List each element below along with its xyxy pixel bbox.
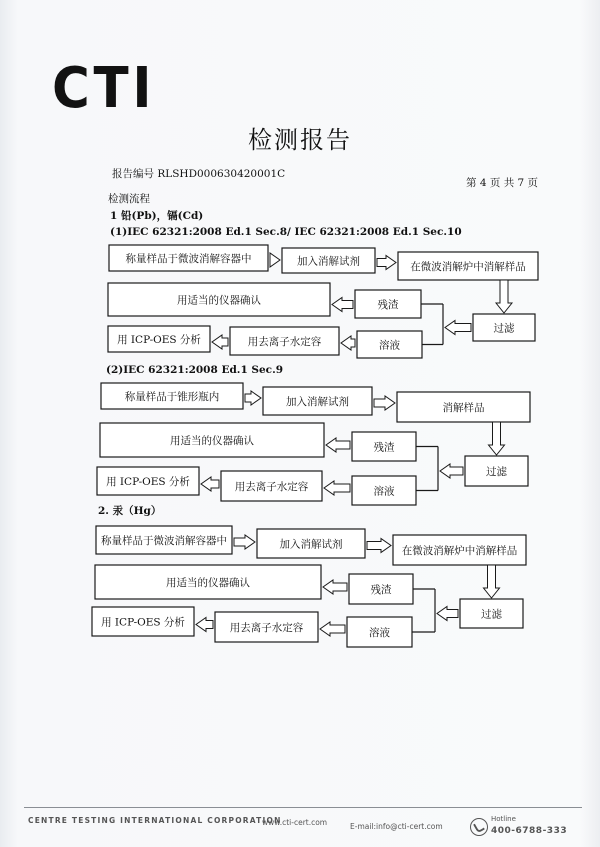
flow1-icp-label: 用 ICP-OES 分析	[117, 334, 201, 346]
flow3-arrow-residue-confirm	[323, 580, 347, 594]
standard-1: (1)IEC 62321:2008 Ed.1 Sec.8/ IEC 62321:2008 Ed.1 Sec.10	[110, 226, 462, 238]
flow3-arrow-filter-split	[437, 607, 458, 621]
flow2-residue-label: 残渣	[373, 441, 395, 454]
flow3-arrow-dilute-icp	[196, 618, 213, 632]
footer-hotline-label: Hotline	[491, 815, 516, 823]
flow3-arrow-digest-filter	[484, 565, 500, 598]
flow2-weigh-label: 称量样品于锥形瓶内	[124, 391, 220, 403]
flow1-digest-label: 在微波消解炉中消解样品	[410, 261, 526, 273]
flow3-weigh-label: 称量样品于微波消解容器中	[101, 535, 227, 547]
flow3-arrow-solution-dilute	[320, 622, 345, 636]
flow3-filter-label: 过滤	[481, 608, 502, 621]
flow3-icp-label: 用 ICP-OES 分析	[101, 616, 185, 629]
phone-icon	[470, 818, 488, 836]
footer-company: CENTRE TESTING INTERNATIONAL CORPORATION	[28, 816, 282, 825]
flow1-confirm-label: 用适当的仪器确认	[177, 294, 261, 307]
flow1-add-label: 加入消解试剂	[297, 255, 360, 268]
flow1-weigh-label: 称量样品于微波消解容器中	[125, 253, 252, 265]
flow3-dilute-label: 用去离子水定容	[229, 622, 304, 634]
page-number: 第 4 页 共 7 页	[466, 177, 539, 189]
flow3-arrow-add-digest	[367, 539, 391, 553]
footer-hotline-number: 400-6788-333	[491, 826, 568, 836]
section-heading: 检测流程	[108, 193, 150, 205]
flow3-confirm-label: 用适当的仪器确认	[166, 577, 250, 589]
page-title: 检测报告	[248, 126, 352, 154]
flow2-solution-label: 溶液	[373, 485, 395, 498]
flow2-icp-label: 用 ICP-OES 分析	[106, 476, 190, 488]
flow1-dilute-label: 用去离子水定容	[247, 336, 322, 348]
flow2-digest-label: 消解样品	[442, 402, 485, 414]
flow1-filter-label: 过滤	[493, 322, 515, 335]
flow2-add-label: 加入消解试剂	[286, 396, 349, 408]
standard-2: (2)IEC 62321:2008 Ed.1 Sec.9	[106, 364, 284, 376]
item-lead-cadmium: 1 铅(Pb)，镉(Cd)	[110, 210, 204, 222]
report-number: 报告编号 RLSHD000630420001C	[112, 168, 286, 180]
flow3-solution-label: 溶液	[369, 627, 390, 639]
flow2-dilute-label: 用去离子水定容	[234, 481, 309, 493]
flow1-solution-label: 溶液	[379, 339, 400, 352]
footer-email[interactable]: E-mail:info@cti-cert.com	[350, 822, 443, 831]
flow3-residue-label: 残渣	[370, 584, 392, 596]
footer-divider	[24, 807, 582, 808]
flow3-arrow-weigh-add	[234, 535, 255, 549]
flow2-confirm-label: 用适当的仪器确认	[170, 435, 254, 447]
item-mercury: 2. 汞（Hg）	[98, 505, 162, 517]
flow3-add-label: 加入消解试剂	[279, 538, 343, 551]
cti-logo: CTI	[52, 56, 156, 121]
footer-website[interactable]: www.cti-cert.com	[262, 818, 328, 827]
flow3-digest-label: 在微波消解炉中消解样品	[401, 545, 518, 557]
flow1-residue-label: 残渣	[377, 299, 399, 311]
flow2-filter-label: 过滤	[486, 466, 507, 478]
